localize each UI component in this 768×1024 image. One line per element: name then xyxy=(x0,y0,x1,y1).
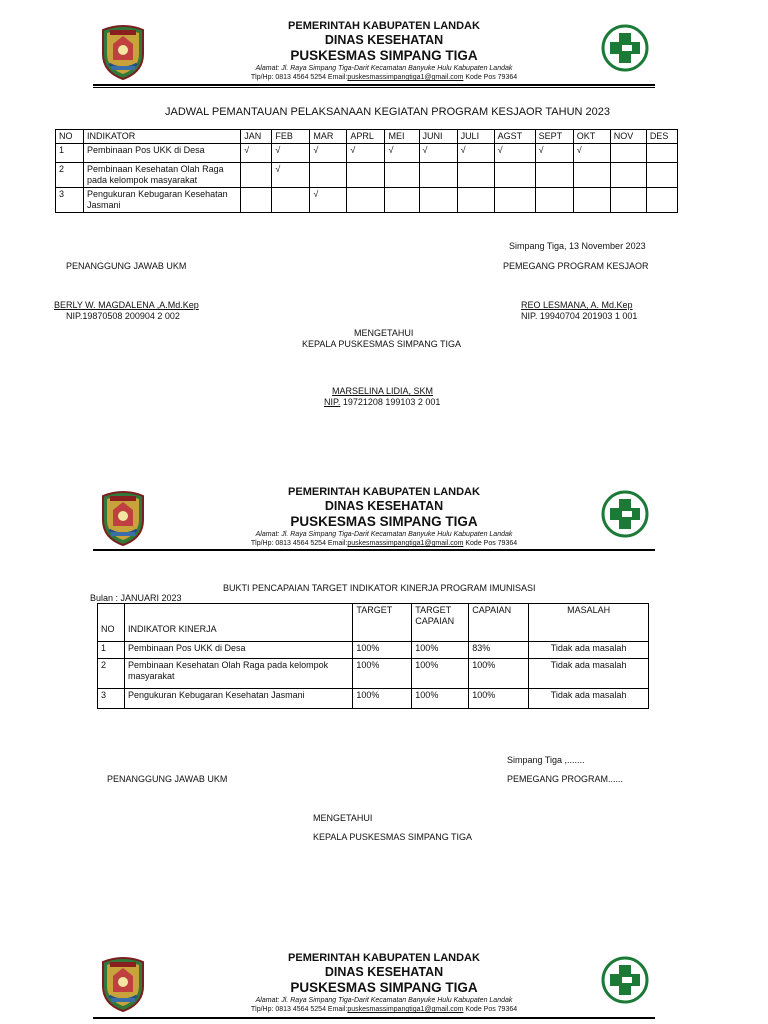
row-masalah: Tidak ada masalah xyxy=(529,689,649,709)
head-nip-value: 19721208 199103 2 001 xyxy=(340,397,441,407)
postcode-text: Kode Pos 79364 xyxy=(463,74,518,81)
header-indikator-kinerja: INDIKATOR KINERJA xyxy=(124,604,352,642)
month-cell xyxy=(385,188,419,213)
header-des: DES xyxy=(646,130,677,144)
head-title: KEPALA PUSKESMAS SIMPANG TIGA xyxy=(302,339,462,349)
month-cell xyxy=(272,188,310,213)
table-row xyxy=(98,659,649,689)
row-target-capaian: 100% xyxy=(412,642,469,659)
letterhead-3 xyxy=(0,952,768,1022)
header-no: NO xyxy=(98,604,125,642)
month-cell: √ xyxy=(272,163,310,188)
table-row xyxy=(56,144,678,163)
row-no: 3 xyxy=(98,689,125,709)
office-name: DINAS KESEHATAN xyxy=(324,499,444,513)
table-row xyxy=(56,188,678,213)
email-link[interactable]: puskesmassimpangtiga1@gmail.com xyxy=(347,540,464,547)
row-masalah: Tidak ada masalah xyxy=(529,659,649,689)
place-date-2: Simpang Tiga ,....... xyxy=(507,755,585,765)
letterhead-1 xyxy=(0,20,768,90)
left-role-2: PENANGGUNG JAWAB UKM xyxy=(107,774,228,784)
puskesmas-cross-icon xyxy=(601,956,649,1004)
place-date: Simpang Tiga, 13 November 2023 xyxy=(509,241,646,251)
right-signatory-nip: NIP. 19940704 201903 1 001 xyxy=(521,311,638,321)
letterhead xyxy=(0,952,768,1022)
schedule-header-row xyxy=(56,130,678,144)
letterhead-rule xyxy=(93,549,655,551)
header-mar: MAR xyxy=(310,130,347,144)
header-apr: APRL xyxy=(347,130,385,144)
month-cell xyxy=(646,163,677,188)
month-cell: √ xyxy=(347,144,385,163)
left-role: PENANGGUNG JAWAB UKM xyxy=(66,261,187,271)
kabupaten-landak-emblem-icon xyxy=(97,956,149,1012)
left-signatory-nip: NIP.19870508 200904 2 002 xyxy=(66,311,180,321)
table-row xyxy=(98,642,649,659)
header-capaian: CAPAIAN xyxy=(469,604,529,642)
letterhead-rule xyxy=(93,84,655,86)
row-target-capaian: 100% xyxy=(412,689,469,709)
row-capaian: 100% xyxy=(469,659,529,689)
month-cell: √ xyxy=(457,144,494,163)
header-juli: JULI xyxy=(457,130,494,144)
month-cell xyxy=(241,188,272,213)
row-capaian: 83% xyxy=(469,642,529,659)
kabupaten-landak-emblem-icon xyxy=(97,490,149,546)
row-capaian: 100% xyxy=(469,689,529,709)
row-no: 2 xyxy=(98,659,125,689)
email-link[interactable]: puskesmassimpangtiga1@gmail.com xyxy=(347,1006,464,1013)
month-cell xyxy=(347,188,385,213)
postcode-text: Kode Pos 79364 xyxy=(463,1006,518,1013)
office-name: DINAS KESEHATAN xyxy=(324,33,444,47)
row-target: 100% xyxy=(353,642,412,659)
month-cell xyxy=(610,163,646,188)
achievement-table xyxy=(97,603,649,709)
address: Alamat: Jl. Raya Simpang Tiga-Darit Kecamatan Banyuke Hulu Kabupaten Landak xyxy=(255,531,513,538)
month-cell xyxy=(610,188,646,213)
header-agst: AGST xyxy=(494,130,535,144)
government-name: PEMERINTAH KABUPATEN LANDAK xyxy=(288,952,480,964)
header-mei: MEI xyxy=(385,130,419,144)
head-name: MARSELINA LIDIA, SKM xyxy=(332,386,434,396)
achievement-title: BUKTI PENCAPAIAN TARGET INDIKATOR KINERJA PROGRAM IMUNISASI xyxy=(223,583,536,593)
month-cell xyxy=(457,163,494,188)
address: Alamat: Jl. Raya Simpang Tiga-Darit Kecamatan Banyuke Hulu Kabupaten Landak xyxy=(255,997,513,1004)
schedule-table xyxy=(55,129,678,213)
puskesmas-name: PUSKESMAS SIMPANG TIGA xyxy=(290,48,478,63)
month-cell: √ xyxy=(241,144,272,163)
table-row xyxy=(98,689,649,709)
right-signatory-name: REO LESMANA, A. Md.Kep xyxy=(521,300,633,310)
header-indikator: INDIKATOR xyxy=(84,130,241,144)
row-no: 3 xyxy=(56,188,84,213)
letterhead xyxy=(0,20,768,90)
contact-line xyxy=(180,73,588,82)
month-cell xyxy=(535,163,573,188)
header-jan: JAN xyxy=(241,130,272,144)
row-no: 1 xyxy=(98,642,125,659)
header-feb: FEB xyxy=(272,130,310,144)
month-cell: √ xyxy=(573,144,610,163)
month-cell xyxy=(419,188,457,213)
letterhead-2 xyxy=(0,486,768,556)
head-nip xyxy=(324,397,440,408)
header-no: NO xyxy=(56,130,84,144)
address: Alamat: Jl. Raya Simpang Tiga-Darit Kecamatan Banyuke Hulu Kabupaten Landak xyxy=(255,65,513,72)
phone-text: Tlp/Hp: 0813 4564 5254 Email: xyxy=(250,1006,348,1013)
government-name: PEMERINTAH KABUPATEN LANDAK xyxy=(288,486,480,498)
phone-text: Tlp/Hp: 0813 4564 5254 Email: xyxy=(250,540,348,547)
phone-text: Tlp/Hp: 0813 4564 5254 Email: xyxy=(250,74,348,81)
table-row xyxy=(56,163,678,188)
postcode-text: Kode Pos 79364 xyxy=(463,540,518,547)
contact-line xyxy=(180,1005,588,1014)
month-cell: √ xyxy=(310,144,347,163)
month-cell: √ xyxy=(272,144,310,163)
head-title-2: KEPALA PUSKESMAS SIMPANG TIGA xyxy=(313,832,473,842)
row-no: 1 xyxy=(56,144,84,163)
month-cell xyxy=(385,163,419,188)
government-name: PEMERINTAH KABUPATEN LANDAK xyxy=(288,20,480,32)
row-target: 100% xyxy=(353,689,412,709)
month-cell xyxy=(646,188,677,213)
head-nip-label: NIP. xyxy=(324,397,341,407)
puskesmas-cross-icon xyxy=(601,490,649,538)
month-cell xyxy=(241,163,272,188)
month-cell xyxy=(610,144,646,163)
month-cell: √ xyxy=(385,144,419,163)
row-indikator: Pembinaan Kesehatan Olah Raga pada kelompok masyarakat xyxy=(84,163,241,188)
row-indikator: Pembinaan Kesehatan Olah Raga pada kelompok masyarakat xyxy=(124,659,352,689)
office-name: DINAS KESEHATAN xyxy=(324,965,444,979)
acknowledged-label-2: MENGETAHUI xyxy=(313,813,373,823)
row-masalah: Tidak ada masalah xyxy=(529,642,649,659)
header-masalah: MASALAH xyxy=(529,604,649,642)
puskesmas-cross-icon xyxy=(601,24,649,72)
month-cell xyxy=(419,163,457,188)
row-indikator: Pengukuran Kebugaran Kesehatan Jasmani xyxy=(124,689,352,709)
month-cell xyxy=(494,163,535,188)
month-cell xyxy=(573,163,610,188)
row-indikator: Pembinaan Pos UKK di Desa xyxy=(84,144,241,163)
month-label: Bulan : JANUARI 2023 xyxy=(90,593,182,603)
letterhead-rule xyxy=(93,1017,655,1019)
schedule-title: JADWAL PEMANTAUAN PELAKSANAAN KEGIATAN PROGRAM KESJAOR TAHUN 2023 xyxy=(165,106,610,118)
kabupaten-landak-emblem-icon xyxy=(97,24,149,80)
header-juni: JUNI xyxy=(419,130,457,144)
header-target-capaian: TARGET CAPAIAN xyxy=(412,604,469,642)
header-sept: SEPT xyxy=(535,130,573,144)
contact-line xyxy=(180,539,588,548)
right-role: PEMEGANG PROGRAM KESJAOR xyxy=(503,261,649,271)
letterhead xyxy=(0,486,768,556)
month-cell xyxy=(494,188,535,213)
left-signatory-name: BERLY W. MAGDALENA ,A.Md.Kep xyxy=(54,300,199,310)
month-cell xyxy=(310,163,347,188)
row-target-capaian: 100% xyxy=(412,659,469,689)
month-cell xyxy=(573,188,610,213)
month-cell: √ xyxy=(494,144,535,163)
row-no: 2 xyxy=(56,163,84,188)
header-target: TARGET xyxy=(353,604,412,642)
email-link[interactable]: puskesmassimpangtiga1@gmail.com xyxy=(347,74,464,81)
month-cell: √ xyxy=(535,144,573,163)
month-cell xyxy=(646,144,677,163)
letterhead-rule-thin xyxy=(93,87,655,88)
puskesmas-name: PUSKESMAS SIMPANG TIGA xyxy=(290,514,478,529)
month-cell xyxy=(457,188,494,213)
month-cell: √ xyxy=(419,144,457,163)
row-indikator: Pengukuran Kebugaran Kesehatan Jasmani xyxy=(84,188,241,213)
header-okt: OKT xyxy=(573,130,610,144)
acknowledged-label: MENGETAHUI xyxy=(354,328,414,338)
month-cell xyxy=(535,188,573,213)
right-role-2: PEMEGANG PROGRAM...... xyxy=(507,774,624,784)
header-nov: NOV xyxy=(610,130,646,144)
month-cell xyxy=(347,163,385,188)
puskesmas-name: PUSKESMAS SIMPANG TIGA xyxy=(290,980,478,995)
month-cell: √ xyxy=(310,188,347,213)
row-indikator: Pembinaan Pos UKK di Desa xyxy=(124,642,352,659)
row-target: 100% xyxy=(353,659,412,689)
achievement-header-row xyxy=(98,604,649,642)
